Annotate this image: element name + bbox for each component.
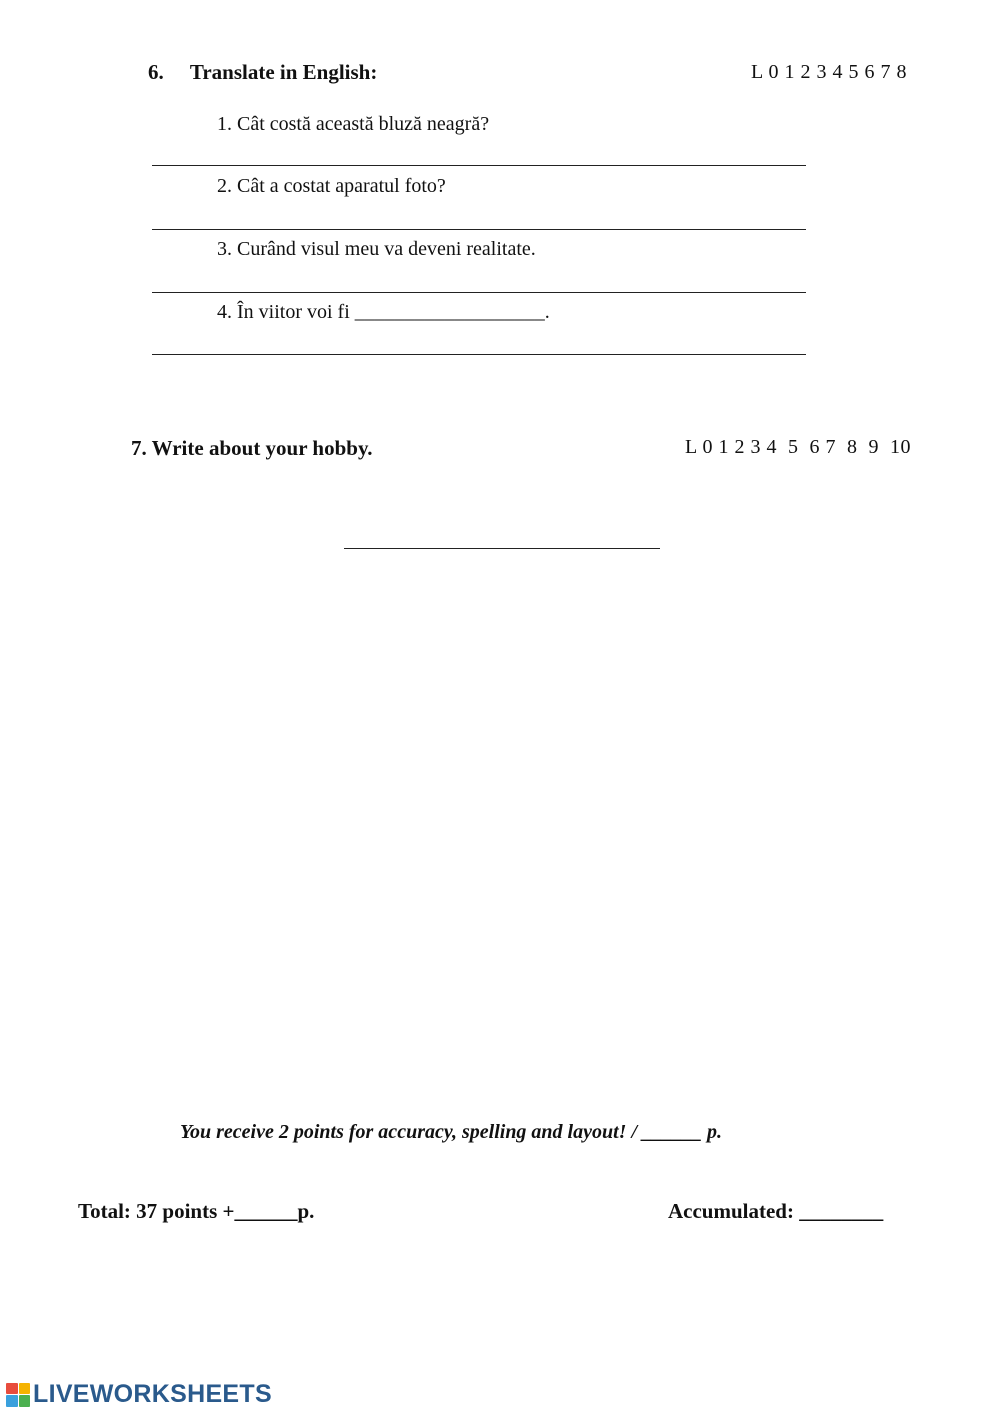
answer-line-1[interactable] xyxy=(152,165,806,166)
section-6-title: Translate in English: xyxy=(189,60,378,84)
liveworksheets-logo-icon xyxy=(6,1383,30,1407)
translate-item-2: 2. Cât a costat aparatul foto? xyxy=(217,175,446,197)
answer-line-2[interactable] xyxy=(152,229,806,230)
translate-item-3: 3. Curând visul meu va deveni realitate. xyxy=(217,238,536,260)
accumulated-points: Accumulated: ________ xyxy=(668,1199,884,1223)
brand-name: LIVEWORKSHEETS xyxy=(33,1380,272,1408)
liveworksheets-logo xyxy=(6,1380,272,1409)
section-6-title-row xyxy=(148,60,377,85)
answer-line-4[interactable] xyxy=(152,354,806,355)
section-7-title: 7. Write about your hobby. xyxy=(131,436,373,460)
accuracy-note: You receive 2 points for accuracy, spelling and layout! / ______ p. xyxy=(180,1121,723,1143)
section-7-score-scale: L 0 1 2 3 4 5 6 7 8 9 10 xyxy=(685,436,911,458)
total-points: Total: 37 points +______p. xyxy=(78,1199,315,1223)
section-6-number: 6. xyxy=(148,60,164,84)
section-6-score-scale: L 0 1 2 3 4 5 6 7 8 xyxy=(751,61,907,83)
hobby-title-line[interactable] xyxy=(344,548,660,549)
translate-item-4: 4. În viitor voi fi ___________________. xyxy=(217,301,550,323)
answer-line-3[interactable] xyxy=(152,292,806,293)
translate-item-1: 1. Cât costă această bluză neagră? xyxy=(217,113,490,135)
